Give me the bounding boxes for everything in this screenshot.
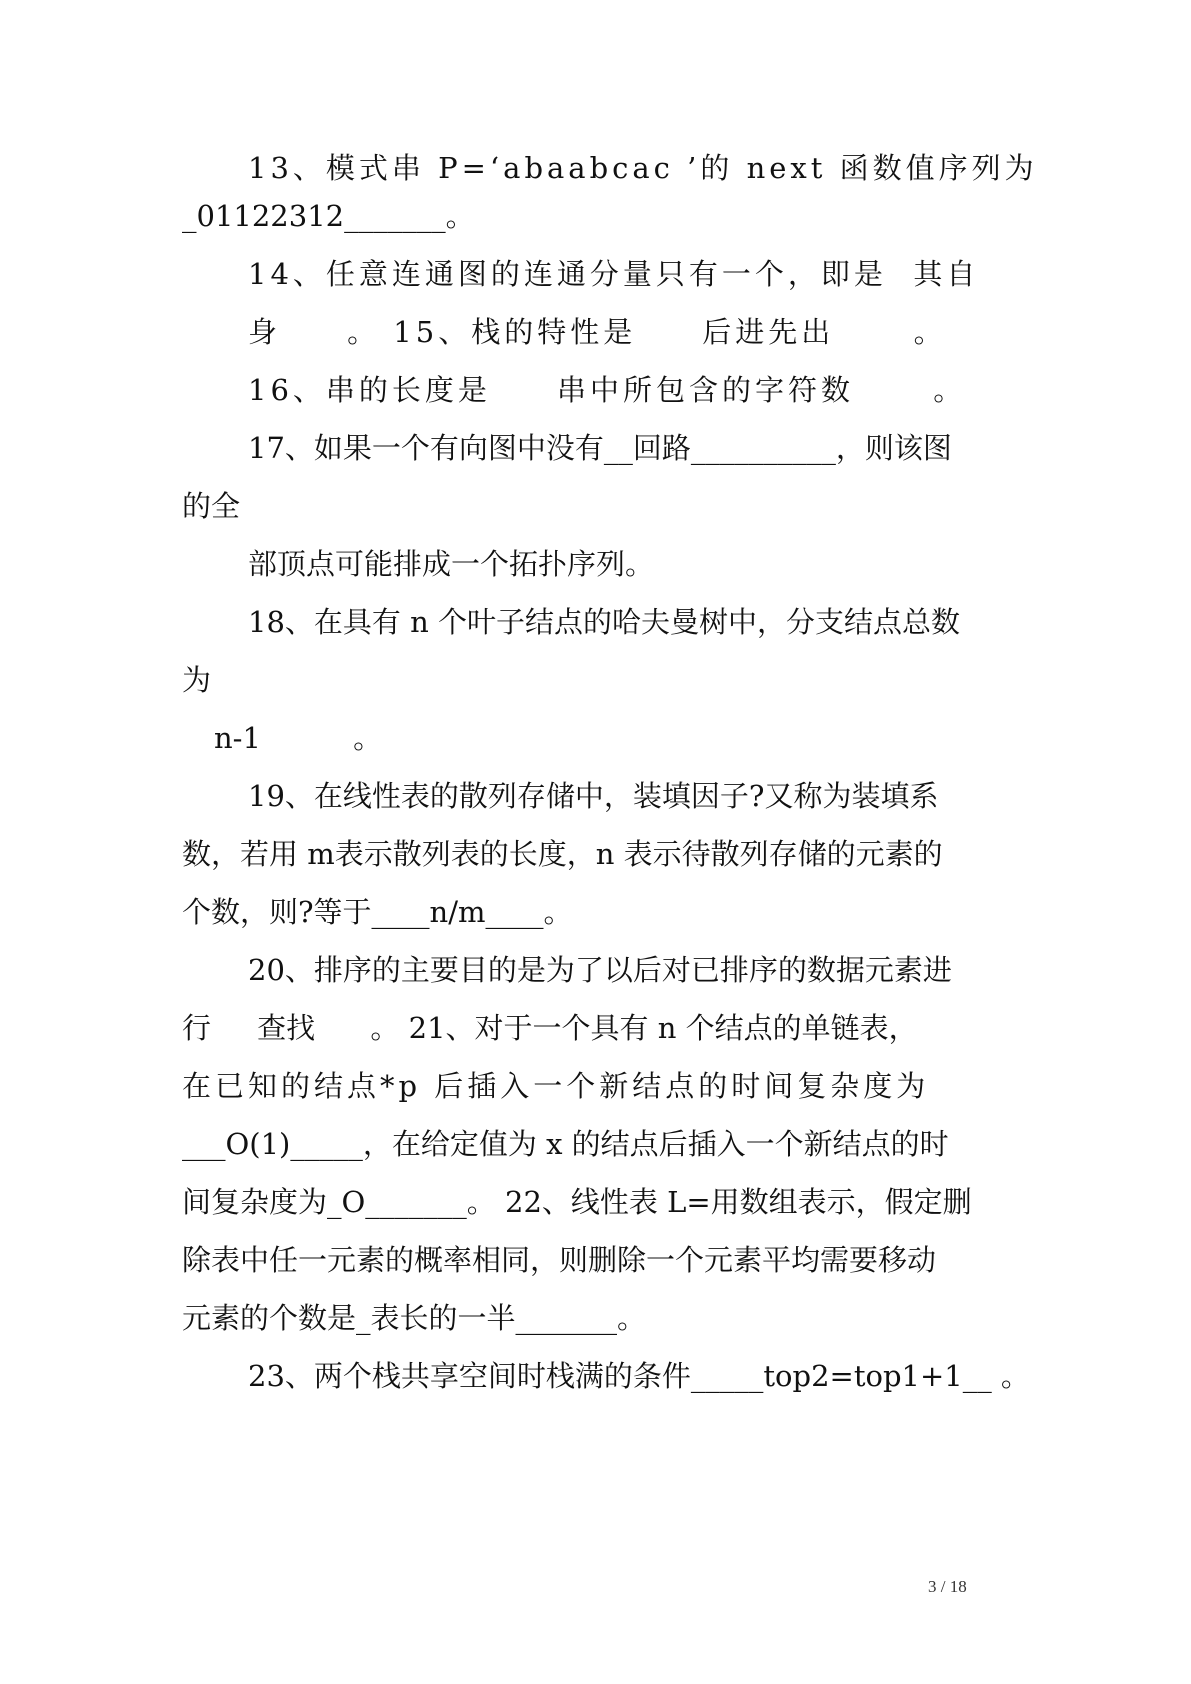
- text-line-14: 个数，则?等于____n/m____。: [182, 895, 573, 929]
- text-line-12: 19、在线性表的散列存储中，装填因子?又称为装填系: [248, 779, 939, 813]
- text-line-7: 的全: [182, 489, 241, 523]
- text-line-6: 17、如果一个有向图中没有__回路__________，则该图: [248, 431, 952, 465]
- text-line-3: 14、任意连通图的连通分量只有一个，即是 其自: [248, 257, 980, 291]
- text-line-8: 部顶点可能排成一个拓扑序列。: [248, 547, 655, 581]
- text-line-4: 身 。 15、栈的特性是 后进先出 。: [248, 315, 947, 349]
- text-line-2: _01122312_______。: [182, 199, 475, 233]
- text-line-11: n-1 。: [214, 721, 383, 755]
- text-line-1: 13、模式串 P=‘abaabcac ’的 next 函数值序列为: [248, 151, 1038, 185]
- text-line-20: 除表中任一元素的概率相同，则删除一个元素平均需要移动: [182, 1243, 937, 1277]
- text-line-17: 在已知的结点*p 后插入一个新结点的时间复杂度为: [182, 1069, 930, 1103]
- text-line-21: 元素的个数是_表长的一半_______。: [182, 1301, 647, 1335]
- text-line-10: 为: [182, 663, 212, 697]
- text-line-13: 数，若用 m表示散列表的长度，n 表示待散列存储的元素的: [182, 837, 943, 871]
- text-line-16: 行 查找 。 21、对于一个具有 n 个结点的单链表，: [182, 1011, 918, 1045]
- text-line-15: 20、排序的主要目的是为了以后对已排序的数据元素进: [248, 953, 952, 987]
- text-line-9: 18、在具有 n 个叶子结点的哈夫曼树中，分支结点总数: [248, 605, 961, 639]
- text-line-19: 间复杂度为_O_______。 22、线性表 L=用数组表示，假定删: [182, 1185, 972, 1219]
- page-number: 3 / 18: [928, 1577, 967, 1596]
- text-line-22: 23、两个栈共享空间时栈满的条件_____top2=top1+1__ 。: [248, 1359, 1030, 1393]
- text-line-5: 16、串的长度是 串中所包含的字符数 。: [248, 373, 967, 407]
- text-line-18: ___O(1)_____，在给定值为 x 的结点后插入一个新结点的时: [182, 1127, 949, 1161]
